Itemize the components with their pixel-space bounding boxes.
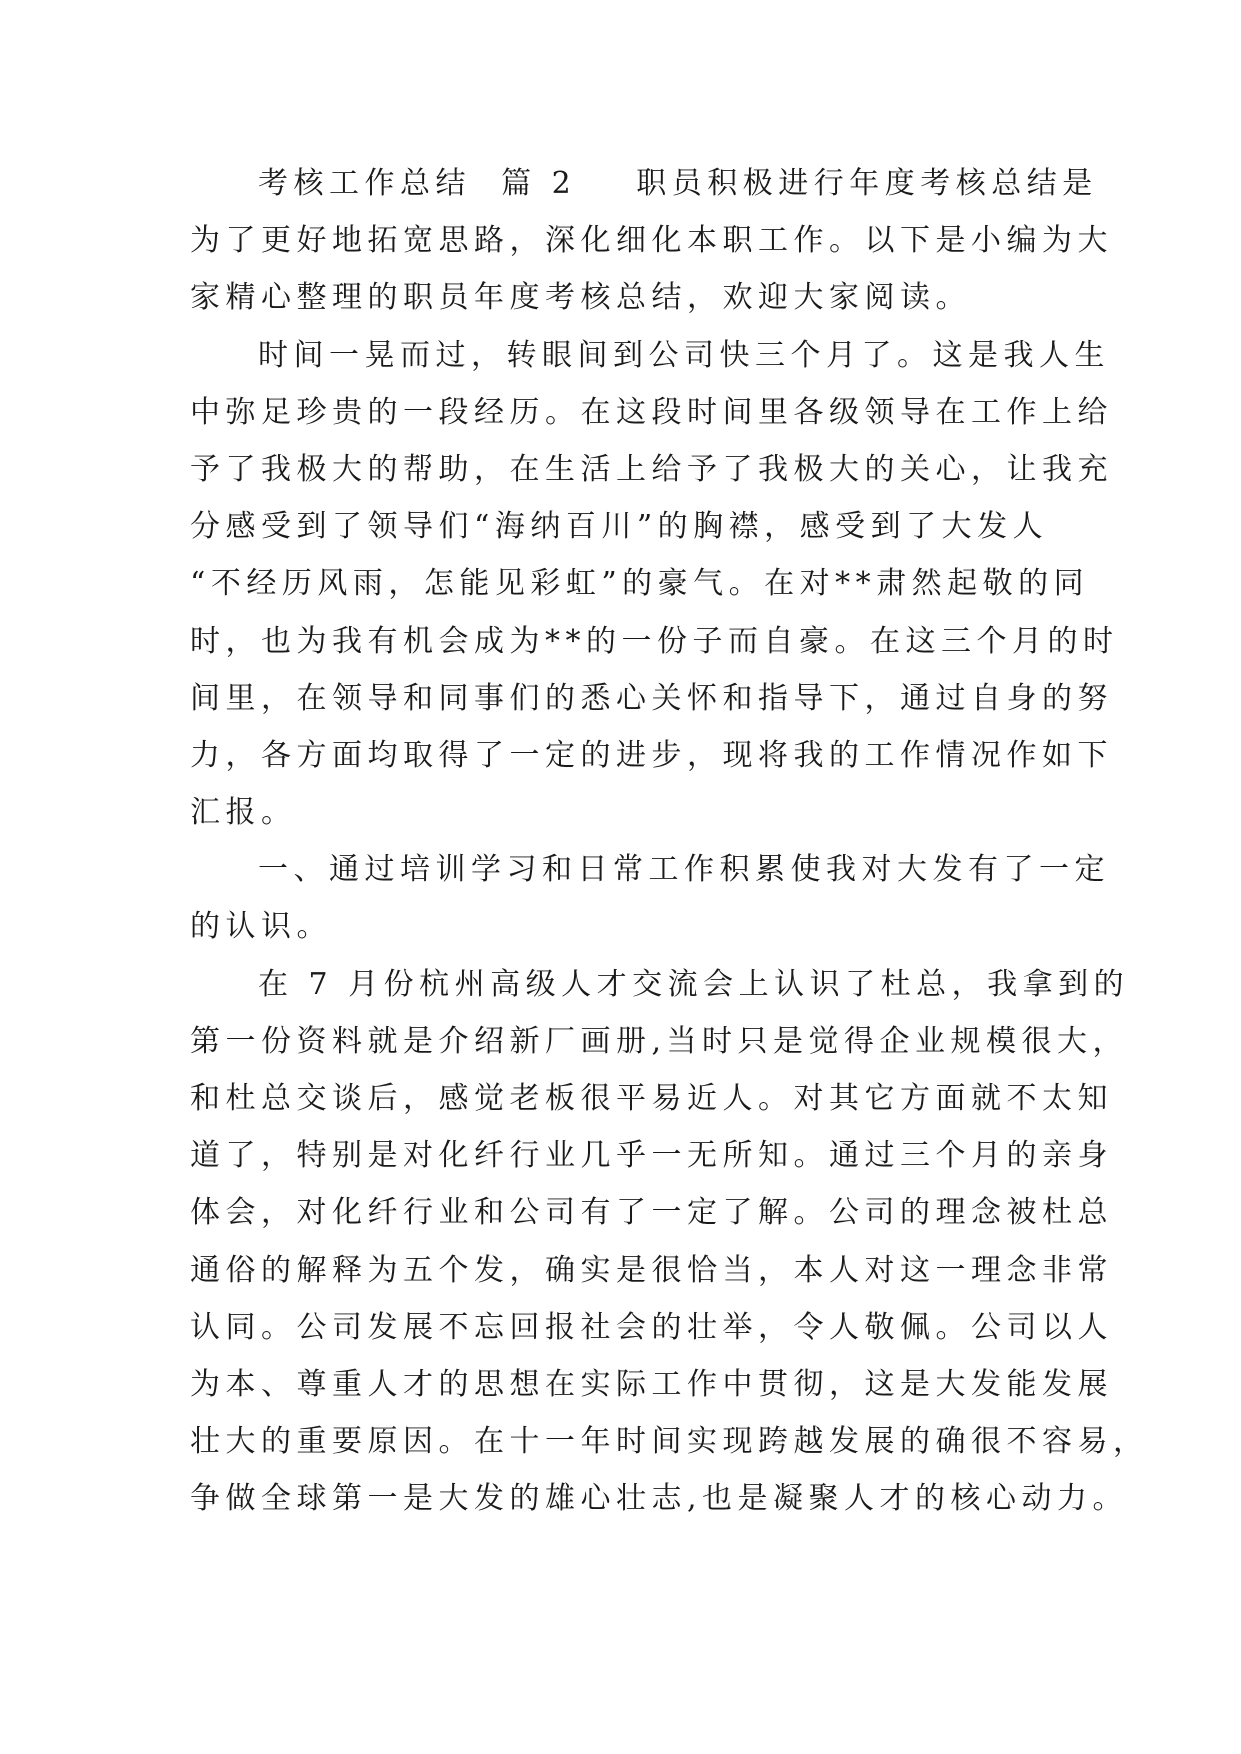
- document-title: 考核工作总结: [258, 166, 471, 201]
- para2-line-5: 体会，对化纤行业和公司有了一定了解。公司的理念被杜总: [190, 1195, 1113, 1231]
- para2-line-10: 争做全球第一是大发的雄心壮志,也是凝聚人才的核心动力。: [190, 1481, 1129, 1517]
- para2-line-9: 壮大的重要原因。在十一年时间实现跨越发展的确很不容易，: [190, 1424, 1149, 1460]
- intro-line-2: 为了更好地拓宽思路，深化细化本职工作。以下是小编为大: [190, 223, 1113, 259]
- intro-line-3: 家精心整理的职员年度考核总结，欢迎大家阅读。: [190, 280, 971, 316]
- para1-line-9: 汇报。: [190, 795, 297, 831]
- para2-line-4: 道了，特别是对化纤行业几乎一无所知。通过三个月的亲身: [190, 1138, 1113, 1174]
- para1-line-8: 力，各方面均取得了一定的进步，现将我的工作情况作如下: [190, 737, 1113, 773]
- heading-line: [190, 155, 1098, 212]
- para1-line-6: 时，也为我有机会成为**的一份子而自豪。在这三个月的时: [190, 623, 1119, 659]
- para1-line-7: 间里，在领导和同事们的悉心关怀和指导下，通过自身的努: [190, 680, 1113, 716]
- document-body: [190, 155, 1149, 1528]
- heading1-line-1: 一、通过培训学习和日常工作积累使我对大发有了一定: [258, 852, 1110, 888]
- para1-line-4: 分感受到了领导们“海纳百川”的胸襟，感受到了大发人: [190, 509, 1049, 545]
- para1-line-1: 时间一晃而过，转眼间到公司快三个月了。这是我人生: [258, 337, 1110, 373]
- para2-line-2: 第一份资料就是介绍新厂画册,当时只是觉得企业规模很大，: [190, 1023, 1129, 1059]
- para2-line-6: 通俗的解释为五个发，确实是很恰当，本人对这一理念非常: [190, 1252, 1113, 1288]
- para2-line-8: 为本、尊重人才的思想在实际工作中贯彻，这是大发能发展: [190, 1366, 1113, 1402]
- section-label: 篇 2: [501, 166, 577, 201]
- para1-line-5: “不经历风雨，怎能见彩虹”的豪气。在对**肃然起敬的同: [190, 566, 1090, 602]
- intro-line-1: 职员积极进行年度考核总结是: [636, 166, 1098, 201]
- para1-line-3: 予了我极大的帮助，在生活上给予了我极大的关心，让我充: [190, 451, 1113, 487]
- para1-line-2: 中弥足珍贵的一段经历。在这段时间里各级领导在工作上给: [190, 394, 1113, 430]
- heading1-line-2: 的认识。: [190, 909, 332, 945]
- para2-line-1: 在 7 月份杭州高级人才交流会上认识了杜总，我拿到的: [258, 966, 1130, 1002]
- para2-line-7: 认同。公司发展不忘回报社会的壮举，令人敬佩。公司以人: [190, 1309, 1113, 1345]
- para2-line-3: 和杜总交谈后，感觉老板很平易近人。对其它方面就不太知: [190, 1081, 1113, 1116]
